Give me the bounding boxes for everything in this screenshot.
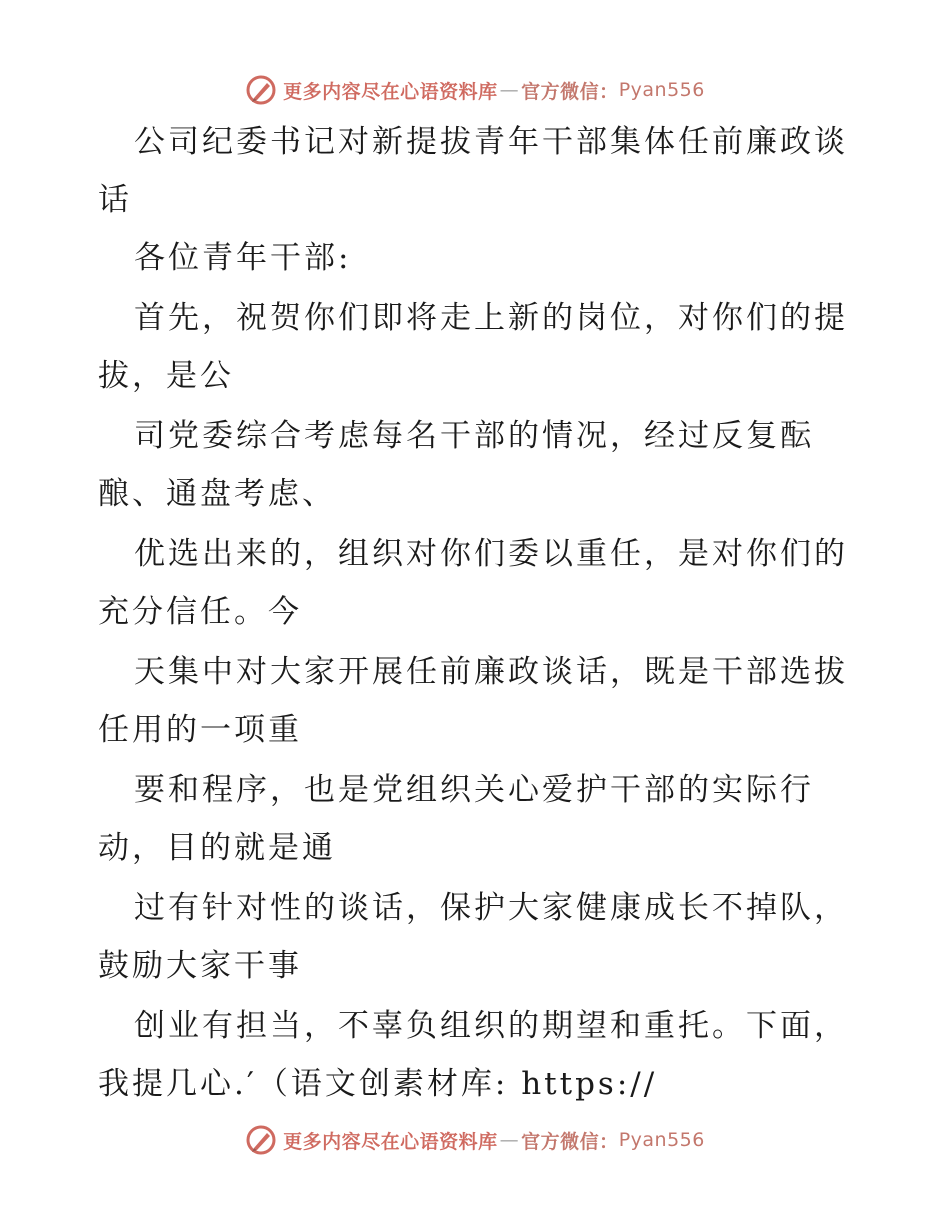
watermark-wechat-id: Pyan556: [618, 1129, 705, 1151]
body-line: 要和程序，也是党组织关心爱护干部的实际行: [134, 772, 814, 808]
watermark-wechat-id: Pyan556: [618, 79, 705, 101]
watermark-dash: —: [499, 1129, 520, 1151]
body-line: 拔，是公: [98, 358, 234, 394]
body-line: 充分信任。今: [98, 594, 302, 630]
salutation: 各位青年干部:: [134, 240, 352, 276]
watermark-prefix: 更多内容尽在心语资料库: [283, 80, 498, 103]
body-line: 酿、通盘考虑、: [98, 476, 336, 512]
quill-pen-logo-icon: [245, 74, 277, 106]
watermark-dash: —: [499, 79, 520, 101]
header-watermark: [0, 70, 950, 110]
body-line: 过有针对性的谈话，保护大家健康成长不掉队，: [134, 890, 848, 926]
body-line: 公司纪委书记对新提拔青年干部集体任前廉政谈: [134, 124, 848, 160]
body-line: 司党委综合考虑每名干部的情况，经过反复酝: [134, 418, 814, 454]
body-line: 优选出来的，组织对你们委以重任，是对你们的: [134, 536, 848, 572]
footer-watermark: [0, 1120, 950, 1160]
watermark-suffix: 官方微信：: [521, 80, 619, 103]
body-line: 首先，祝贺你们即将走上新的岗位，对你们的提: [134, 300, 848, 336]
body-line: 鼓励大家干事: [98, 948, 302, 984]
body-line: 任用的一项重: [98, 712, 302, 748]
body-line: 我提几心.′（语文创素材库: https://: [98, 1066, 658, 1102]
body-line: 天集中对大家开展任前廉政谈话，既是干部选拔: [134, 654, 848, 690]
watermark-suffix: 官方微信：: [521, 1130, 619, 1153]
body-line: 话: [98, 182, 132, 218]
body-line: 动，目的就是通: [98, 830, 336, 866]
watermark-prefix: 更多内容尽在心语资料库: [283, 1130, 498, 1153]
body-line: 创业有担当，不辜负组织的期望和重托。下面，: [134, 1008, 848, 1044]
quill-pen-logo-icon: [245, 1124, 277, 1156]
